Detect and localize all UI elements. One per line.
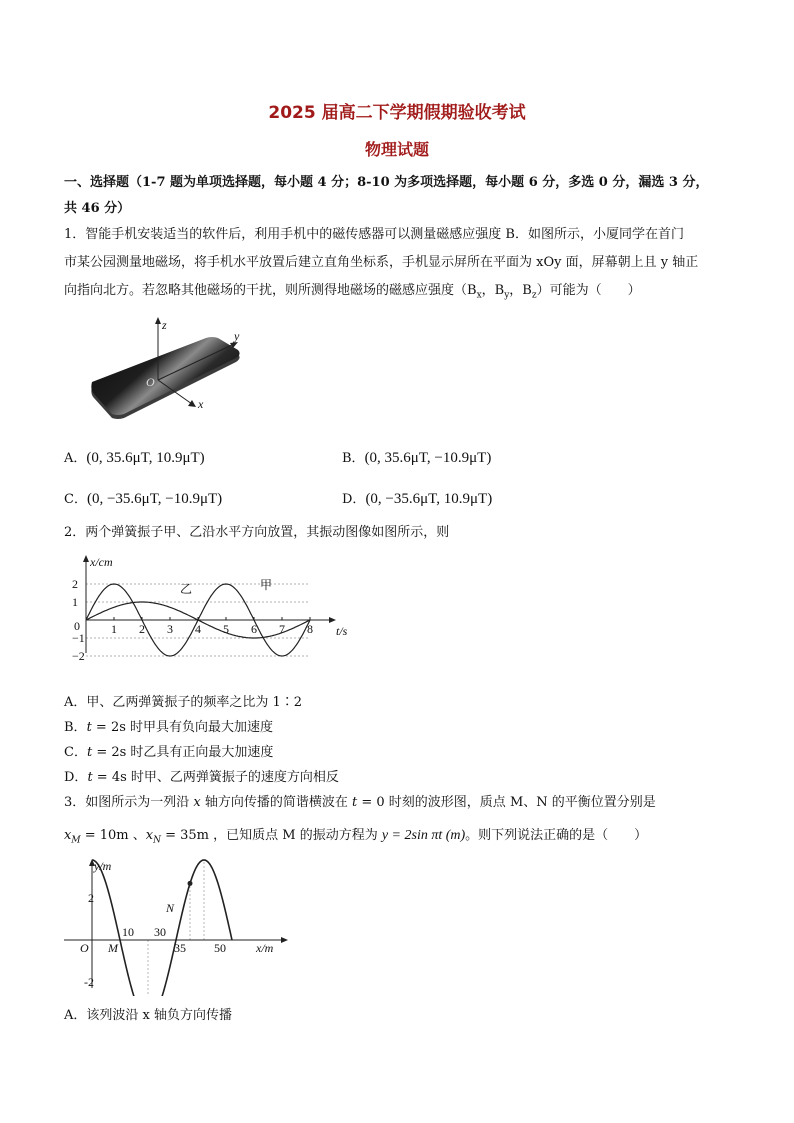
q1-line3-end: ）可能为（ ）: [536, 283, 641, 298]
q3-line1-b: 轴方向传播的简谐横波在: [200, 795, 353, 810]
q1-option-d-label: D．: [342, 492, 366, 507]
q3-option-a: A．该列波沿 x 轴负方向传播: [64, 1008, 232, 1023]
wave-tick-30: 30: [154, 925, 166, 939]
q1-option-c: [64, 488, 222, 510]
section-heading-line1: 一、选择题（1-7 题为单项选择题，每小题 4 分；8-10 为多项选择题，每小题 6 分，多选 0 分，漏选 3 分，: [64, 175, 709, 190]
wave-chart-gridlines: [92, 860, 204, 996]
q3-sub-n: N: [153, 835, 161, 846]
y-tick--2: −2: [72, 649, 85, 663]
q3-line2-b: = 10m 、: [80, 828, 146, 843]
x-tick-8: 8: [307, 622, 313, 636]
x-tick-4: 4: [195, 622, 201, 636]
q2-stem: 2．两个弹簧振子甲、乙沿水平方向放置，其振动图像如图所示，则: [64, 525, 450, 540]
x-tick-2: 2: [139, 622, 145, 636]
q1-option-c-value: (0, −35.6μT, −10.9μT): [86, 491, 223, 507]
q1-line3-c2: ，B: [509, 283, 532, 298]
series-yi-label: 乙: [180, 582, 193, 596]
q3-sub-m: M: [71, 835, 81, 846]
q1-option-b: [342, 447, 491, 469]
axis-z-label: z: [162, 318, 167, 332]
wave-y-axis-label: y/m: [94, 859, 112, 873]
q2-option-d-t: t: [87, 770, 93, 785]
q2-option-b: [64, 718, 273, 738]
axis-y-label: y: [234, 329, 240, 343]
q1-option-c-label: C．: [64, 492, 87, 507]
q3-equation: y = 2sin πt (m): [381, 828, 466, 843]
x-tick-7: 7: [279, 622, 285, 636]
y-tick--1: −1: [72, 631, 85, 645]
series-jia-label: 甲: [260, 578, 273, 592]
vibration-chart: [64, 553, 360, 665]
wave-tick-50: 50: [214, 941, 226, 955]
q1-line3: [64, 281, 641, 306]
vibration-y-axis-label: x/cm: [90, 555, 113, 569]
q2-option-b-label: B．: [64, 720, 87, 735]
x-tick-5: 5: [223, 622, 229, 636]
exam-subtitle: 物理试题: [364, 140, 429, 159]
q2-option-c-t: t: [86, 745, 93, 760]
wave-tick-10: 10: [122, 925, 134, 939]
q1-sub-z: z: [531, 290, 537, 301]
q2-option-d-label: D．: [64, 770, 88, 785]
vibration-origin-label: 0: [74, 619, 80, 633]
q1-line3-c1: ，B: [481, 283, 505, 298]
wave-x-axis-label: x/m: [256, 941, 274, 955]
q2-option-b-t: t: [86, 720, 92, 735]
q3-line2-d: = 35m ，已知质点 M 的振动方程为: [160, 828, 382, 843]
q3-line1-c: = 0 时刻的波形图，质点 M、N 的平衡位置分别是: [357, 795, 656, 810]
q2-option-c: [64, 743, 273, 763]
point-n-marker: [188, 881, 193, 886]
y-tick-2: 2: [72, 577, 78, 591]
wave-point-n-label: N: [166, 901, 175, 915]
wave-tick-neg2: -2: [84, 975, 94, 989]
q2-option-c-text: = 2s 时乙具有正向最大加速度: [92, 745, 274, 760]
wave-origin-label: O: [80, 941, 89, 955]
vibration-x-arrow: [329, 617, 336, 623]
phone-figure: [88, 314, 258, 434]
exam-title: 2025 届高二下学期假期验收考试: [268, 103, 526, 123]
origin-label: O: [146, 375, 155, 389]
q1-option-d-value: (0, −35.6μT, 10.9μT): [365, 491, 493, 507]
q1-option-b-label: B．: [342, 451, 365, 466]
q1-line2: 市某公园测量地磁场，将手机水平放置后建立直角坐标系，手机显示屏所在平面为 xOy 面，屏幕朝上且 y 轴正: [64, 255, 699, 270]
q3-line1-t: t: [352, 795, 358, 810]
q1-option-a-value: (0, 35.6μT, 10.9μT): [86, 450, 205, 466]
x-tick-1: 1: [111, 622, 117, 636]
q2-option-d-text: = 4s 时甲、乙两弹簧振子的速度方向相反: [92, 770, 339, 785]
x-tick-3: 3: [167, 622, 173, 636]
wave-x-arrow: [281, 937, 288, 943]
phone-body: [91, 337, 239, 419]
wave-tick-2: 2: [88, 891, 94, 905]
axis-x-label: x: [198, 397, 204, 411]
wave-point-m-label: M: [108, 941, 118, 955]
q2-option-a: A．甲、乙两弹簧振子的频率之比为 1∶2: [64, 695, 303, 710]
q2-option-d: [64, 768, 339, 788]
q3-xm: x: [64, 828, 72, 843]
q1-line1: 1．智能手机安装适当的软件后，利用手机中的磁传感器可以测量磁感应强度 B．如图所示，小厦同学在首门: [64, 227, 684, 242]
q3-line2-e: 。则下列说法正确的是（ ）: [465, 828, 648, 843]
q3-line1-a: 3．如图所示为一列沿: [64, 795, 194, 810]
wave-chart: [64, 856, 294, 996]
q2-option-c-label: C．: [64, 745, 87, 760]
vibration-y-arrow: [83, 555, 89, 562]
q1-sub-x: x: [476, 290, 482, 301]
vibration-x-axis-label: t/s: [336, 624, 348, 638]
wave-tick-35: 35: [174, 941, 186, 955]
q3-xn: x: [145, 828, 154, 843]
q3-line2: [64, 826, 744, 851]
q3-line1: [64, 793, 744, 813]
q2-option-b-text: = 2s 时甲具有负向最大加速度: [91, 720, 274, 735]
q1-option-a: [64, 447, 205, 469]
y-tick-1: 1: [72, 595, 78, 609]
q3-line1-x: x: [193, 795, 201, 810]
q1-option-d: [342, 488, 492, 510]
q1-line3-start: 向指向北方。若忽略其他磁场的干扰，则所测得地磁场的磁感应强度（B: [64, 283, 477, 298]
q1-option-b-value: (0, 35.6μT, −10.9μT): [364, 450, 492, 466]
q1-option-a-label: A．: [64, 451, 87, 466]
q1-sub-y: y: [504, 290, 510, 301]
section-heading-line2: 共 46 分）: [64, 201, 131, 216]
x-tick-6: 6: [251, 622, 257, 636]
wave-chart-axes: [64, 859, 288, 988]
